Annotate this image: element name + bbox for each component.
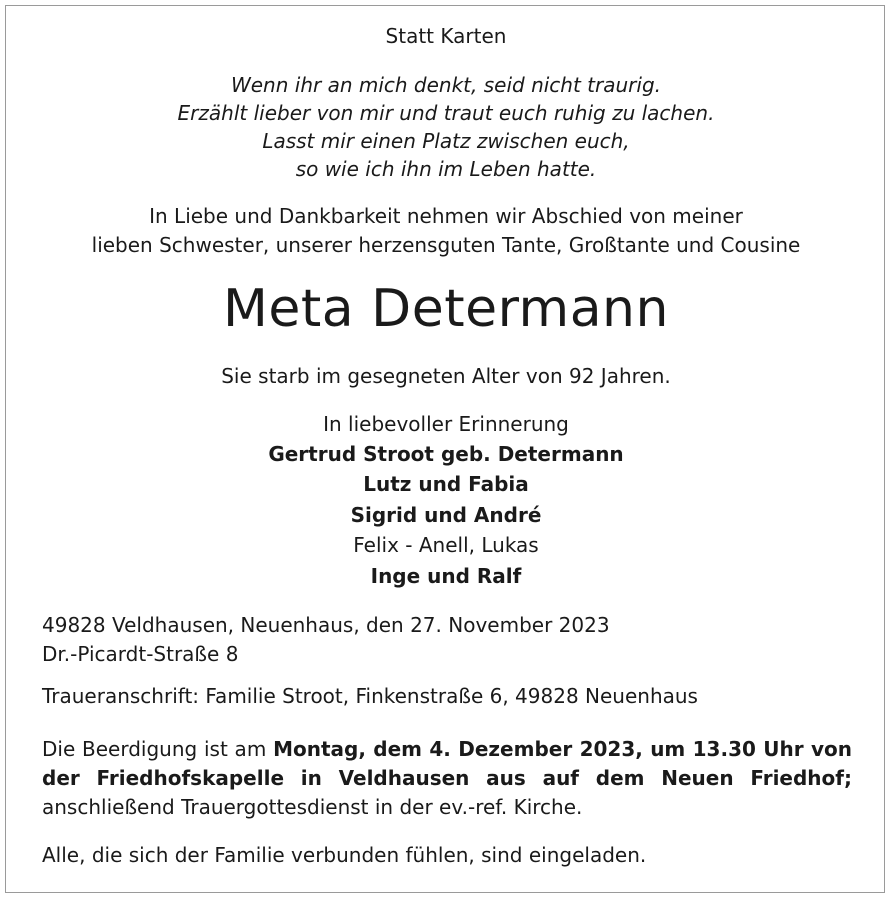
mourner-name: Gertrud Stroot geb. Determann (268, 442, 624, 466)
mourner-name: Felix - Anell, Lukas (353, 533, 539, 557)
mourner-name: Sigrid und André (350, 503, 542, 527)
intro-line: lieben Schwester, unserer herzensguten Tante, Großtante und Cousine (91, 233, 801, 257)
poem-line: Lasst mir einen Platz zwischen euch, (262, 129, 630, 153)
funeral-time-place: Montag, dem 4. Dezember 2023, um 13.30 Uhr von der Friedhofskapelle in Veldhausen aus auf dem Neuen Friedhof; (42, 737, 852, 790)
intro-line: In Liebe und Dankbarkeit nehmen wir Abschied von meiner (149, 204, 743, 228)
invitation-line: Alle, die sich der Familie verbunden fühlen, sind eingeladen. (42, 843, 647, 867)
mourner-name: Lutz und Fabia (363, 472, 529, 496)
funeral-prefix: Die Beerdigung ist am (42, 737, 274, 761)
age-line: Sie starb im gesegneten Alter von 92 Jahren. (221, 364, 671, 388)
street-address: Dr.-Picardt-Straße 8 (42, 642, 239, 666)
funeral-suffix: anschließend Trauergottesdienst in der ev.-ref. Kirche. (42, 795, 583, 819)
poem-line: Wenn ihr an mich denkt, seid nicht traurig. (230, 73, 662, 97)
place-date: 49828 Veldhausen, Neuenhaus, den 27. November 2023 (42, 613, 610, 637)
mourner-name: Inge und Ralf (370, 564, 522, 588)
funeral-details (42, 735, 852, 822)
poem-line: Erzählt lieber von mir und traut euch ruhig zu lachen. (177, 101, 715, 125)
poem-line: so wie ich ihn im Leben hatte. (295, 157, 597, 181)
mourning-address: Traueranschrift: Familie Stroot, Finkenstraße 6, 49828 Neuenhaus (42, 684, 698, 708)
memory-intro: In liebevoller Erinnerung (323, 412, 569, 436)
deceased-name: Meta Determann (223, 279, 669, 339)
notice-header: Statt Karten (385, 24, 507, 48)
